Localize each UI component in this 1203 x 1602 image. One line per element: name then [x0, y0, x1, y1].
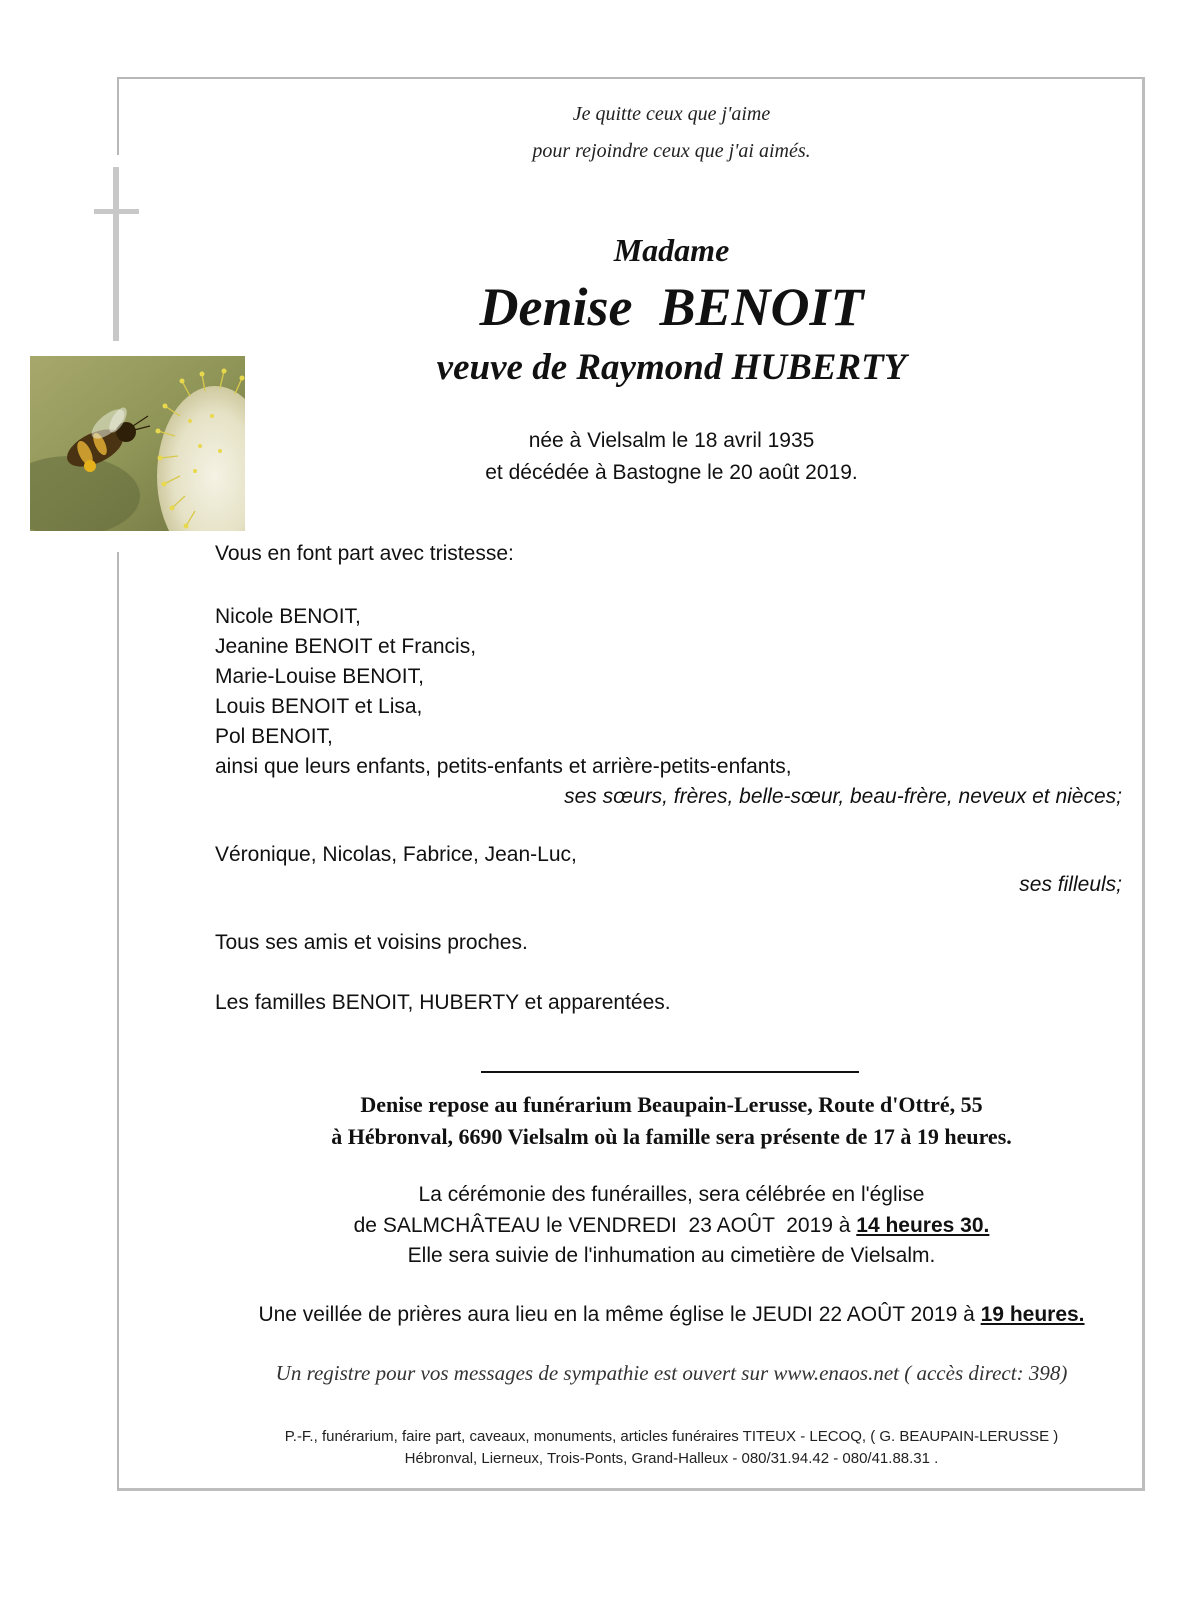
godchildren-names: Véronique, Nicolas, Fabrice, Jean-Luc,: [215, 843, 577, 866]
frame-left-border-lower: [117, 552, 119, 1490]
footer-line-2: Hébronval, Lierneux, Trois-Ponts, Grand-Halleux - 080/31.94.42 - 080/41.88.31 .: [404, 1450, 939, 1467]
siblings-line: ses sœurs, frères, belle-sœur, beau-frère, neveux et nièces;: [564, 785, 1122, 808]
ceremony-line-3: Elle sera suivie de l'inhumation au cimetière de Vielsalm.: [407, 1244, 936, 1267]
deceased-name: Denise BENOIT: [479, 277, 864, 337]
registry-line: Un registre pour vos messages de sympathie est ouvert sur www.enaos.net ( accès direct: 398): [275, 1361, 1068, 1385]
birth-line: née à Vielsalm le 18 avril 1935: [528, 429, 815, 452]
repose-line-2: à Hébronval, 6690 Vielsalm où la famille sera présente de 17 à 19 heures.: [331, 1124, 1012, 1149]
families-line: Les familles BENOIT, HUBERTY et apparentées.: [215, 991, 671, 1014]
footer-line-1: P.-F., funérarium, faire part, caveaux, monuments, articles funéraires TITEUX - LECOQ, ( G. BEAUPAIN-LERUSSE ): [284, 1428, 1059, 1445]
friends-line: Tous ses amis et voisins proches.: [215, 931, 528, 954]
family-member: Jeanine BENOIT et Francis,: [215, 635, 477, 658]
family-member: Pol BENOIT,: [215, 725, 333, 748]
vigil-text: Une veillée de prières aura lieu en la même église le JEUDI 22 AOÛT 2019 à: [258, 1303, 981, 1326]
family-member: Nicole BENOIT,: [215, 605, 361, 628]
godchildren-label: ses filleuls;: [1019, 873, 1122, 896]
quote-line-1: Je quitte ceux que j'aime: [572, 103, 771, 125]
quote-line-2: pour rejoindre ceux que j'ai aimés.: [532, 140, 811, 162]
vigil-time: 19 heures.: [980, 1303, 1085, 1326]
vigil-line: [70, 1303, 1203, 1327]
ceremony-time: 14 heures 30.: [856, 1214, 990, 1237]
ceremony-line-2: [70, 1214, 1203, 1238]
ceremony-line-1: La cérémonie des funérailles, sera célébrée en l'église: [418, 1183, 925, 1206]
widow-of: veuve de Raymond HUBERTY: [436, 347, 907, 388]
ceremony-date: de SALMCHÂTEAU le VENDREDI 23 AOÛT 2019 à: [353, 1214, 857, 1237]
death-line: et décédée à Bastogne le 20 août 2019.: [485, 461, 858, 484]
family-member: Marie-Louise BENOIT,: [215, 665, 424, 688]
separator-line: [481, 1071, 859, 1073]
family-member: Louis BENOIT et Lisa,: [215, 695, 423, 718]
title-madame: Madame: [613, 232, 730, 268]
announce-intro: Vous en font part avec tristesse:: [215, 542, 514, 565]
cross-horizontal-bar: [94, 209, 139, 214]
frame-bottom-border: [117, 1488, 1145, 1491]
repose-line-1: Denise repose au funérarium Beaupain-Lerusse, Route d'Ottré, 55: [360, 1092, 983, 1117]
family-member: ainsi que leurs enfants, petits-enfants et arrière-petits-enfants,: [215, 755, 792, 778]
frame-top-border: [117, 77, 1144, 79]
